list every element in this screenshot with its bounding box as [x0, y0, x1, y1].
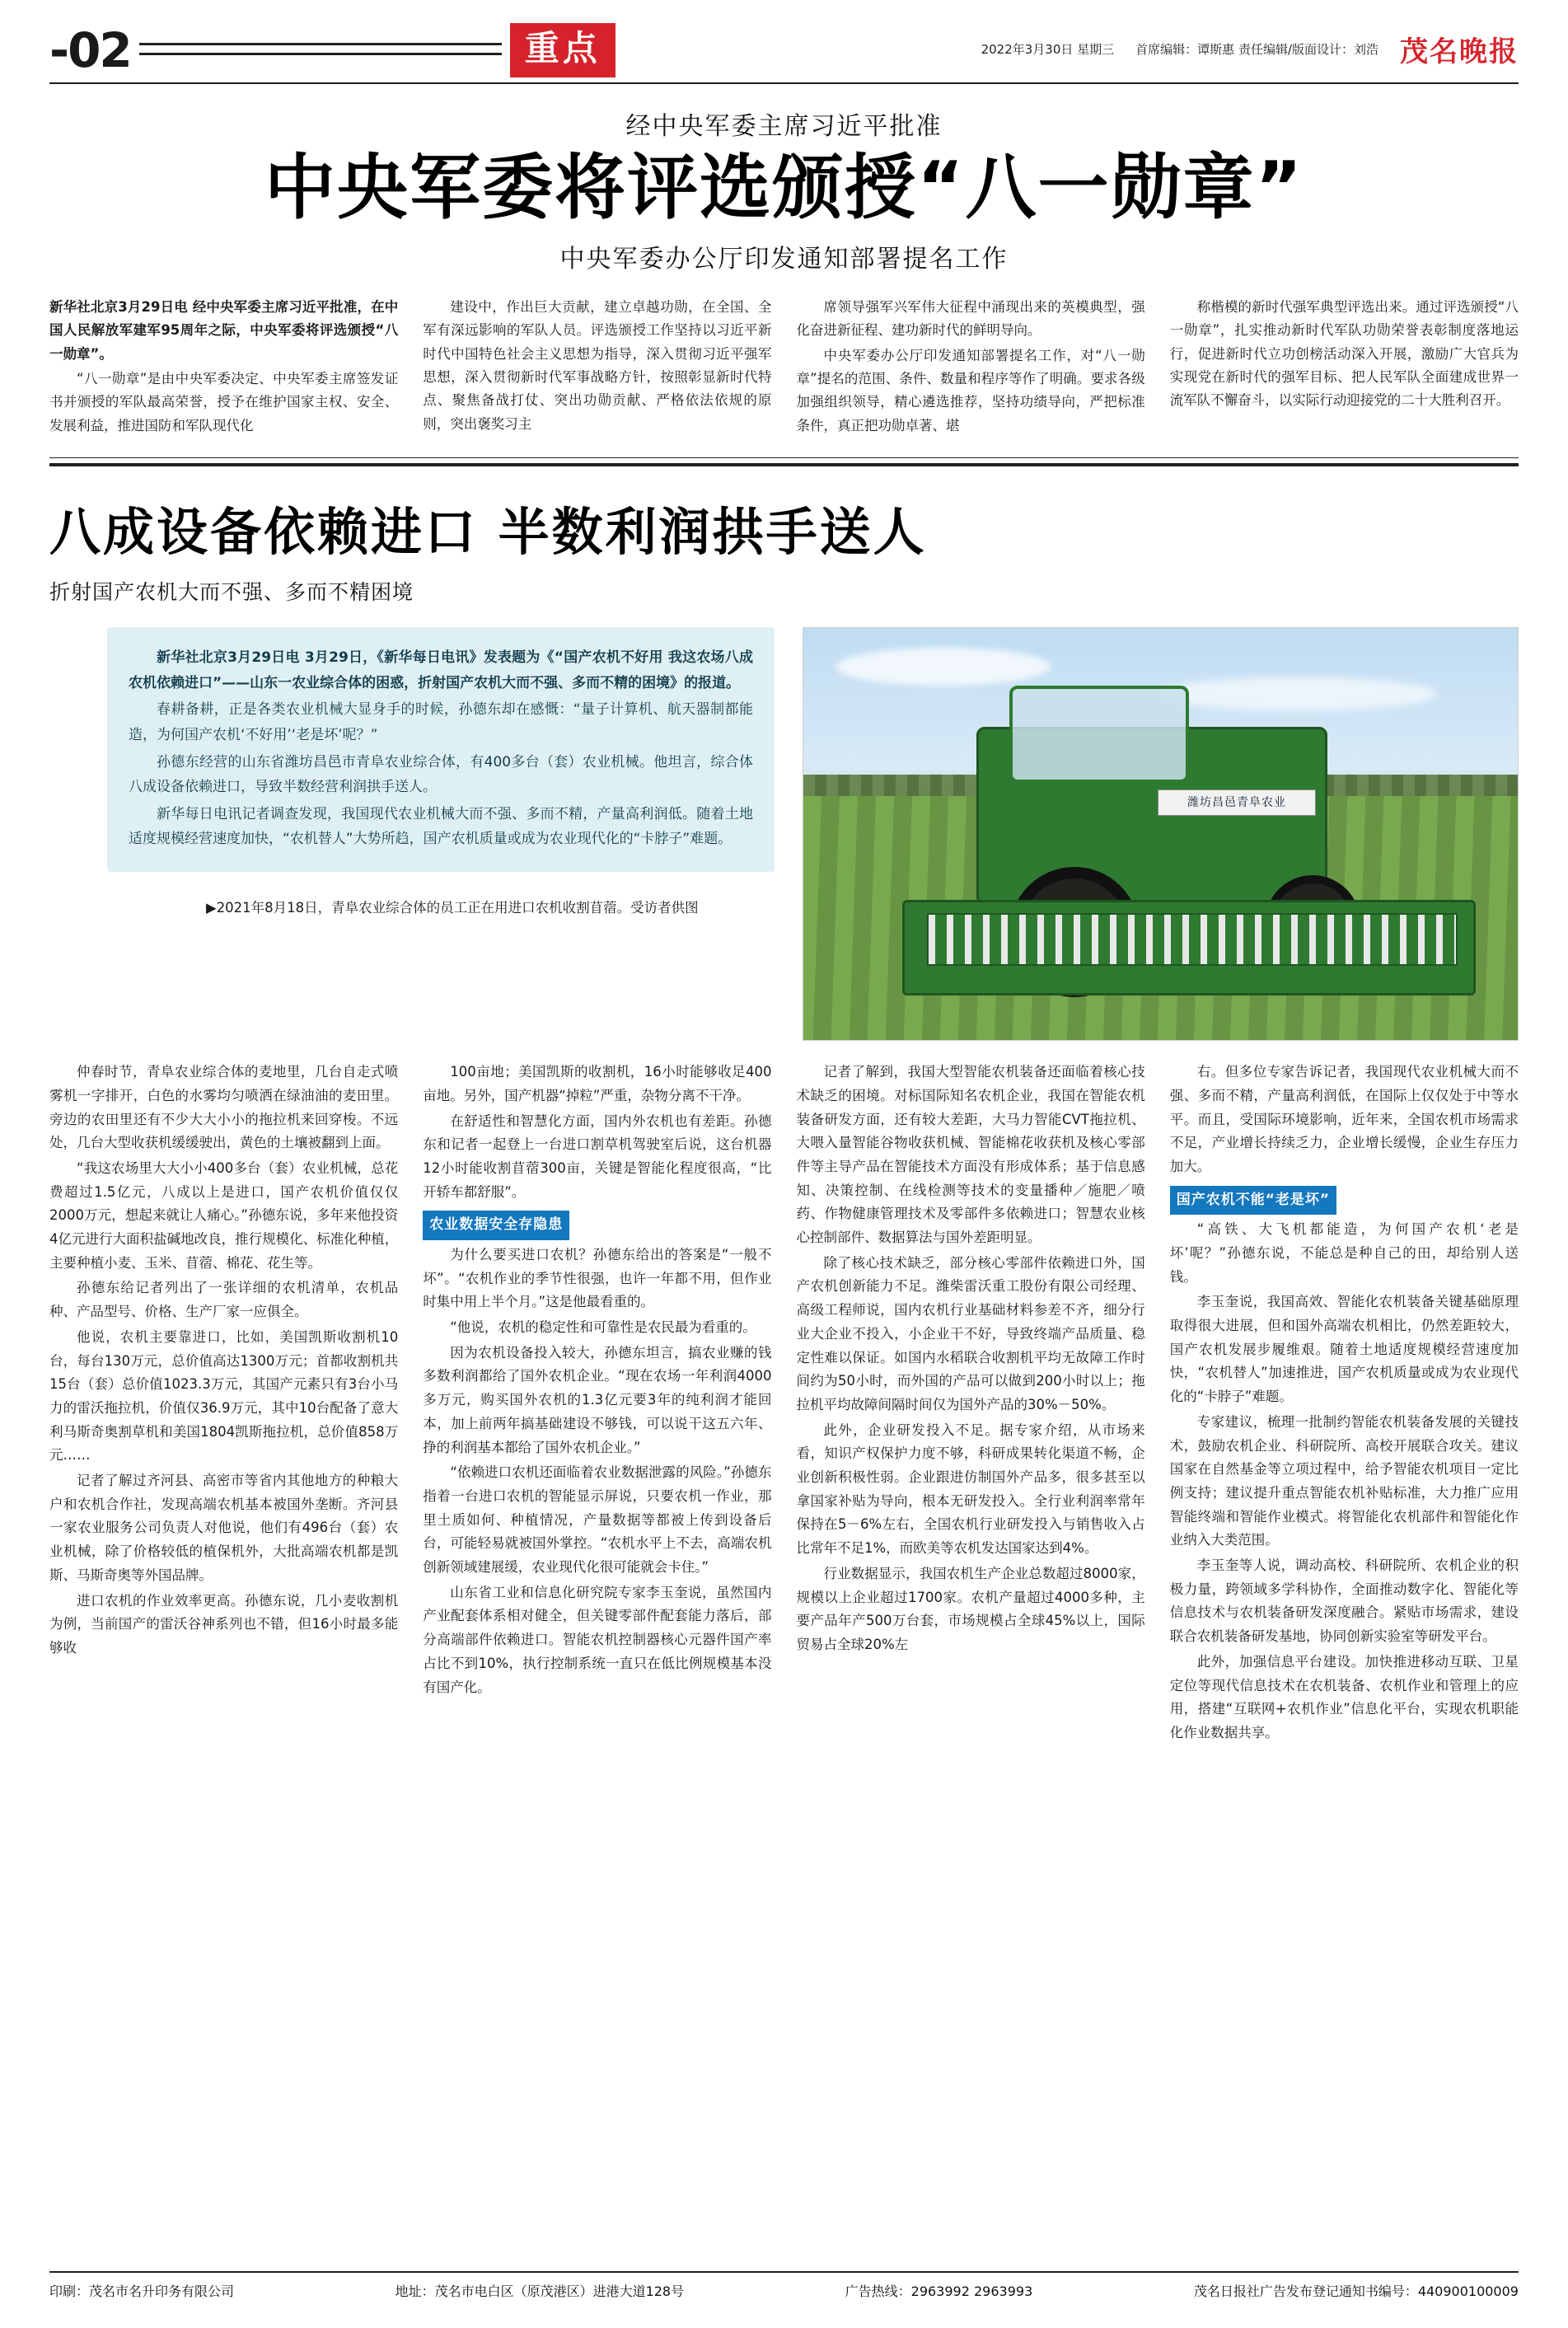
- lead-story-header: [49, 84, 1519, 274]
- feature-paragraph: 他说，农机主要靠进口，比如，美国凯斯收割机10台，每台130万元，总价值高达1300万元；首都收割机共15台（套）总价值1023.3万元，其国产元素只有3台小马力的雷沃拖拉机，价值仅36.9万元，其中10台配备了意大利马斯奇奥割草机和美国1804凯斯拖拉机，总价值858万元……: [49, 1328, 399, 1464]
- lead-column-2: [423, 296, 771, 439]
- editor-credits: 首席编辑：谭斯惠 责任编辑/版面设计：刘浩: [1135, 41, 1378, 57]
- feature-paragraph: 100亩地；美国凯斯的收割机，16小时能够收足400亩地。另外，国产机器“掉粒”严重，杂物分离不干净。: [423, 1064, 772, 1103]
- feature-subhead-highlight: 农业数据安全存隐患: [423, 1211, 569, 1240]
- feature-body: [49, 1061, 1519, 1747]
- lead-body: [49, 296, 1519, 439]
- harvester-label: 潍坊昌邑青阜农业: [1158, 789, 1316, 816]
- feature-paragraph: 除了核心技术缺乏，部分核心零部件依赖进口外，国产农机创新能力不足。潍柴雷沃重工股份有限公司经理、高级工程师说，国内农机行业基础材料参差不齐，细分行业大企业不投入，小企业干不好，导致终端产品质量、稳定性难以保证。如国内水稻联合收割机平均无故障工作时间约为50小时，而外国的产品可以做到200小时以上；拖拉机平均故障间隔时间仅为国外产品的30%－50%。: [796, 1254, 1145, 1412]
- feature-column-1: [49, 1061, 398, 1747]
- feature-paragraph: 因为农机设备投入较大，孙德东坦言，搞农业赚的钱多数利润都给了国外农机企业。“现在农场一年利润4000多万元，购买国外农机的1.3亿元要3年的纯利润才能回本，加上前两年搞基础建设不够钱，可以说干这五六年、挣的利润基本都给了国外农机企业。”: [423, 1344, 772, 1455]
- feature-paragraph: 为什么要买进口农机？孙德东给出的答案是“一般不坏”。“农机作业的季节性很强，也许一年都不用，但作业时集中用上半个月。”这是他最看重的。: [423, 1246, 772, 1310]
- page-footer: [49, 2271, 1519, 2300]
- feature-abstract: [107, 627, 775, 872]
- feature-paragraph: 李玉奎等人说，调动高校、科研院所、农机企业的积极力量，跨领域多学科协作，全面推动数字化、智能化等信息技术与农机装备研发深度融合。紧贴市场需求，建设联合农机装备研发基地，协同创新实验室等研发平台。: [1169, 1557, 1519, 1645]
- publication-date: 2022年3月30日 星期三: [981, 41, 1115, 57]
- feature-photo: [803, 627, 1519, 1041]
- feature-paragraph: “我这农场里大大小小400多台（套）农业机械，总花费超过1.5亿元，八成以上是进口，国产农机价值仅仅2000万元，想起来就让人痛心。”孙德东说，多年来他投资4亿元进行大面积盐碱地改良，推行规模化、标准化种植，主要种植小麦、玉米、苜蓿、棉花、花生等。: [49, 1159, 399, 1271]
- cloud-shape: [1158, 677, 1438, 710]
- feature-column-3: [797, 1061, 1145, 1747]
- feature-paragraph: 右。但多位专家告诉记者，我国现代农业机械大而不强、多而不精，产量高利润低，在国际上仅仅处于中等水平。而且，受国际环境影响，近年来，全国农机市场需求不足，产业增长持续乏力，企业增长缓慢，企业生存压力加大。: [1169, 1064, 1519, 1174]
- abstract-paragraph: 孙德东经营的山东省潍坊昌邑市青阜农业综合体，有400多台（套）农业机械。他坦言，综合体八成设备依赖进口，导致半数经营利润拱手送人。: [129, 753, 753, 796]
- masthead: [49, 0, 1519, 79]
- feature-paragraph: “依赖进口农机还面临着农业数据泄露的风险。”孙德东指着一台进口农机的智能显示屏说，只要农机一作业，那里土质如何、种植情况，产量数据等都被上传到设备后台，可能轻易就被国外掌控。“农机水平上不去，高端农机创新领域建展缓，农业现代化很可能就会卡住。”: [423, 1464, 772, 1576]
- feature-column-4: [1170, 1061, 1519, 1747]
- footer-divider: [49, 2271, 1519, 2273]
- masthead-rule-left: [139, 43, 502, 55]
- feature-paragraph: 记者了解过齐河县、高密市等省内其他地方的种粮大户和农机合作社，发现高端农机基本被国外垄断。齐河县一家农业服务公司负责人对他说，他们有496台（套）农业机械，除了价格较低的植保机外，大批高端农机都是凯斯、马斯奇奥等外国品牌。: [49, 1473, 399, 1583]
- lead-column-1: [49, 296, 398, 439]
- lead-paragraph: 称楷模的新时代强军典型评选出来。通过评选颁授“八一勋章”，扎实推动新时代军队功勋荣誉表彰制度落地运行，促进新时代立功创榜活动深入开展，激励广大官兵为实现党在新时代的强军目标、把人民军队全面建成世界一流军队不懈奋斗，以实际行动迎接党的二十大胜利召开。: [1169, 298, 1519, 409]
- abstract-paragraph: 新华每日电讯记者调查发现，我国现代农业机械大而不强、多而不精，产量高利润低。随着土地适度规模经营速度加快，“农机替人”大势所趋，国产农机质量或成为农业现代化的“卡脖子”难题。: [129, 805, 753, 848]
- masthead-meta: [615, 29, 1519, 73]
- feature-top: [49, 627, 1519, 1041]
- feature-paragraph: 在舒适性和智慧化方面，国内外农机也有差距。孙德东和记者一起登上一台进口割草机驾驶室后说，这台机器12小时能收割苜蓿300亩，关键是智能化程度很高，“比开轿车都舒服”。: [423, 1112, 772, 1200]
- feature-subhead: 折射国产农机大而不强、多而不精困境: [49, 580, 414, 605]
- abstract-dateline: 新华社北京3月29日电 3月29日，《新华每日电讯》发表题为《“国产农机不好用 我这农场八成农机依赖进口”——山东一农业综合体的困惑，折射国产农机大而不强、多而不精的困境》的报道。: [129, 649, 753, 691]
- photo-caption: ▶2021年8月18日，青阜农业综合体的员工正在用进口农机收割苜蓿。受访者供图: [206, 899, 699, 916]
- footer-printing: 印刷：茂名市名升印务有限公司: [49, 2284, 235, 2299]
- lead-paragraph: 建设中，作出巨大贡献，建立卓越功勋，在全国、全军有深远影响的军队人员。评选颁授工作坚持以习近平新时代中国特色社会主义思想为指导，深入贯彻习近平强军思想，深入贯彻新时代军事战略方针，按照彰显新时代特点、聚焦备战打仗、突出功勋贡献、严格依法依规的原则，突出褒奖习主: [423, 298, 772, 432]
- lead-subhead: 中央军委办公厅印发通知部署提名工作: [559, 244, 1009, 274]
- lead-column-3: [797, 296, 1145, 439]
- feature-left: [49, 627, 775, 1041]
- page-folio: -02: [49, 22, 131, 78]
- cloud-shape: [836, 648, 1051, 686]
- feature-paragraph: 进口农机的作业效率更高。孙德东说，几小麦收割机为例，当前国产的雷沃谷神系列也不错，但16小时最多能够收: [49, 1592, 399, 1656]
- feature-paragraph: 专家建议，梳理一批制约智能农机装备发展的关键技术，鼓励农机企业、科研院所、高校开展联合攻关。建议国家在自然基金等立项过程中，给予智能农机项目一定比例支持；建议提升重点智能农机补贴标准，大力推广应用智能终端和智能作业模式。将智能化农机部件和智能化作业纳入大类范围。: [1169, 1413, 1519, 1548]
- harvester-reel: [927, 913, 1458, 966]
- feature-paragraph: “他说，农机的稳定性和可靠性是农民最为看重的。: [450, 1319, 756, 1336]
- feature-column-2: [423, 1061, 771, 1747]
- lead-paragraph: 中央军委办公厅印发通知部署提名工作，对“八一勋章”提名的范围、条件、数量和程序等作了明确。要求各级加强组织领导，精心遴选推荐，坚持功绩导向，严把标准条件，真正把功勋卓著、堪: [796, 347, 1145, 433]
- lead-column-4: [1170, 296, 1519, 439]
- footer-address: 地址：茂名市电白区（原茂港区）进港大道128号: [395, 2284, 685, 2299]
- feature-paragraph: 仲春时节，青阜农业综合体的麦地里，几台自走式喷雾机一字排开，白色的水雾均匀喷洒在绿油油的麦田里。旁边的农田里还有不少大大小小的拖拉机来回穿梭。不远处，几台大型收获机缓缓驶出，黄色的土壤被翻到上面。: [49, 1064, 399, 1151]
- section-divider-thin: [49, 457, 1519, 458]
- feature-paragraph: 此外，企业研发投入不足。据专家介绍，从市场来看，知识产权保护力度不够，科研成果转化渠道不畅，企业创新积极性弱。企业跟进仿制国外产品多，很多甚至以拿国家补贴为导向，根本无研发投入。全行业利润率常年保持在5－6%左右，全国农机行业研发投入与销售收入占比常年不足1%，而欧美等农机发达国家达到4%。: [796, 1422, 1145, 1557]
- dateline: 新华社北京3月29日电 经中央军委主席习近平批准，在中国人民解放军建军95周年之际，中央军委将评选颁授“八一勋章”。: [49, 298, 399, 362]
- feature-paragraph: 李玉奎说，我国高效、智能化农机装备关键基础原理取得很大进展，但和国外高端农机相比，仍然差距较大，国产农机发展步履维艰。随着土地适度规模经营速度加快，“农机替人”加速推进，国产农机质量或成为农业现代化的“卡脖子”难题。: [1169, 1294, 1519, 1405]
- footer-license: 茂名日报社广告发布登记通知书编号：440900100009: [1193, 2284, 1519, 2299]
- feature-paragraph: 孙德东给记者列出了一张详细的农机清单，农机品种、产品型号、价格、生产厂家一应俱全。: [49, 1280, 399, 1320]
- feature-headline: 八成设备依赖进口 半数利润拱手送人: [49, 502, 927, 563]
- feature-paragraph: 此外，加强信息平台建设。加快推进移动互联、卫星定位等现代信息技术在农机装备、农机作业和管理上的应用，搭建“互联网+农机作业”信息化平台，实现农机职能化作业数据共享。: [1169, 1653, 1519, 1740]
- lead-paragraph: 席领导强军兴军伟大征程中涌现出来的英模典型，强化奋进新征程、建功新时代的鲜明导向。: [796, 298, 1145, 339]
- feature-paragraph: 行业数据显示，我国农机生产企业总数超过8000家，规模以上企业超过1700家。农机产量超过4000多种，主要产品年产500万台套，市场规模占全球45%以上，国际贸易占全球20%左: [796, 1565, 1145, 1652]
- lead-headline: 中央军委将评选颁授“八一勋章”: [264, 147, 1304, 229]
- lead-kicker: 经中央军委主席习近平批准: [625, 112, 943, 141]
- feature-paragraph: 山东省工业和信息化研究院专家李玉奎说，虽然国内产业配套体系相对健全，但关键零部件配套能力落后，部分高端部件依赖进口。智能农机控制器核心元器件国产率占比不到10%，执行控制系统一直只在低比例规模基本没有国产化。: [423, 1584, 772, 1695]
- feature-subhead-highlight: 国产农机不能“老是坏”: [1170, 1186, 1336, 1216]
- abstract-paragraph: 春耕备耕，正是各类农业机械大显身手的时候，孙德东却在感慨：“量子计算机、航天器制都能造，为何国产农机‘不好用’‘老是坏’呢？”: [129, 701, 753, 743]
- footer-hotline: 广告热线：2963992 2963993: [845, 2284, 1033, 2299]
- lead-paragraph: “八一勋章”是由中央军委决定、中央军委主席签发证书并颁授的军队最高荣誉，授予在维护国家主权、安全、发展利益，推进国防和军队现代化: [49, 371, 399, 433]
- harvester-cab: [1009, 686, 1189, 783]
- feature-paragraph: 记者了解到，我国大型智能农机装备还面临着核心技术缺乏的困境。对标国际知名农机企业，我国在智能农机装备研发方面，还有较大差距，大马力智能CVT拖拉机、大喂入量智能谷物收获机械、智能棉花收获机及核心零部件等主导产品在智能技术方面没有形成体系；基于信息感知、决策控制、在线检测等技术的变量播种／施肥／喷药、作物健康管理技术及零部件多依赖进口；智慧农业核心控制部件、数据算法与国外差距明显。: [796, 1064, 1145, 1246]
- feature-paragraph: “高铁、大飞机都能造，为何国产农机‘老是坏’呢？”孙德东说，不能总是种自己的田，却给别人送钱。: [1169, 1221, 1519, 1285]
- section-divider-thick: [49, 463, 1519, 466]
- section-badge: 重点: [510, 23, 615, 77]
- paper-logo: 茂名晚报: [1400, 35, 1519, 68]
